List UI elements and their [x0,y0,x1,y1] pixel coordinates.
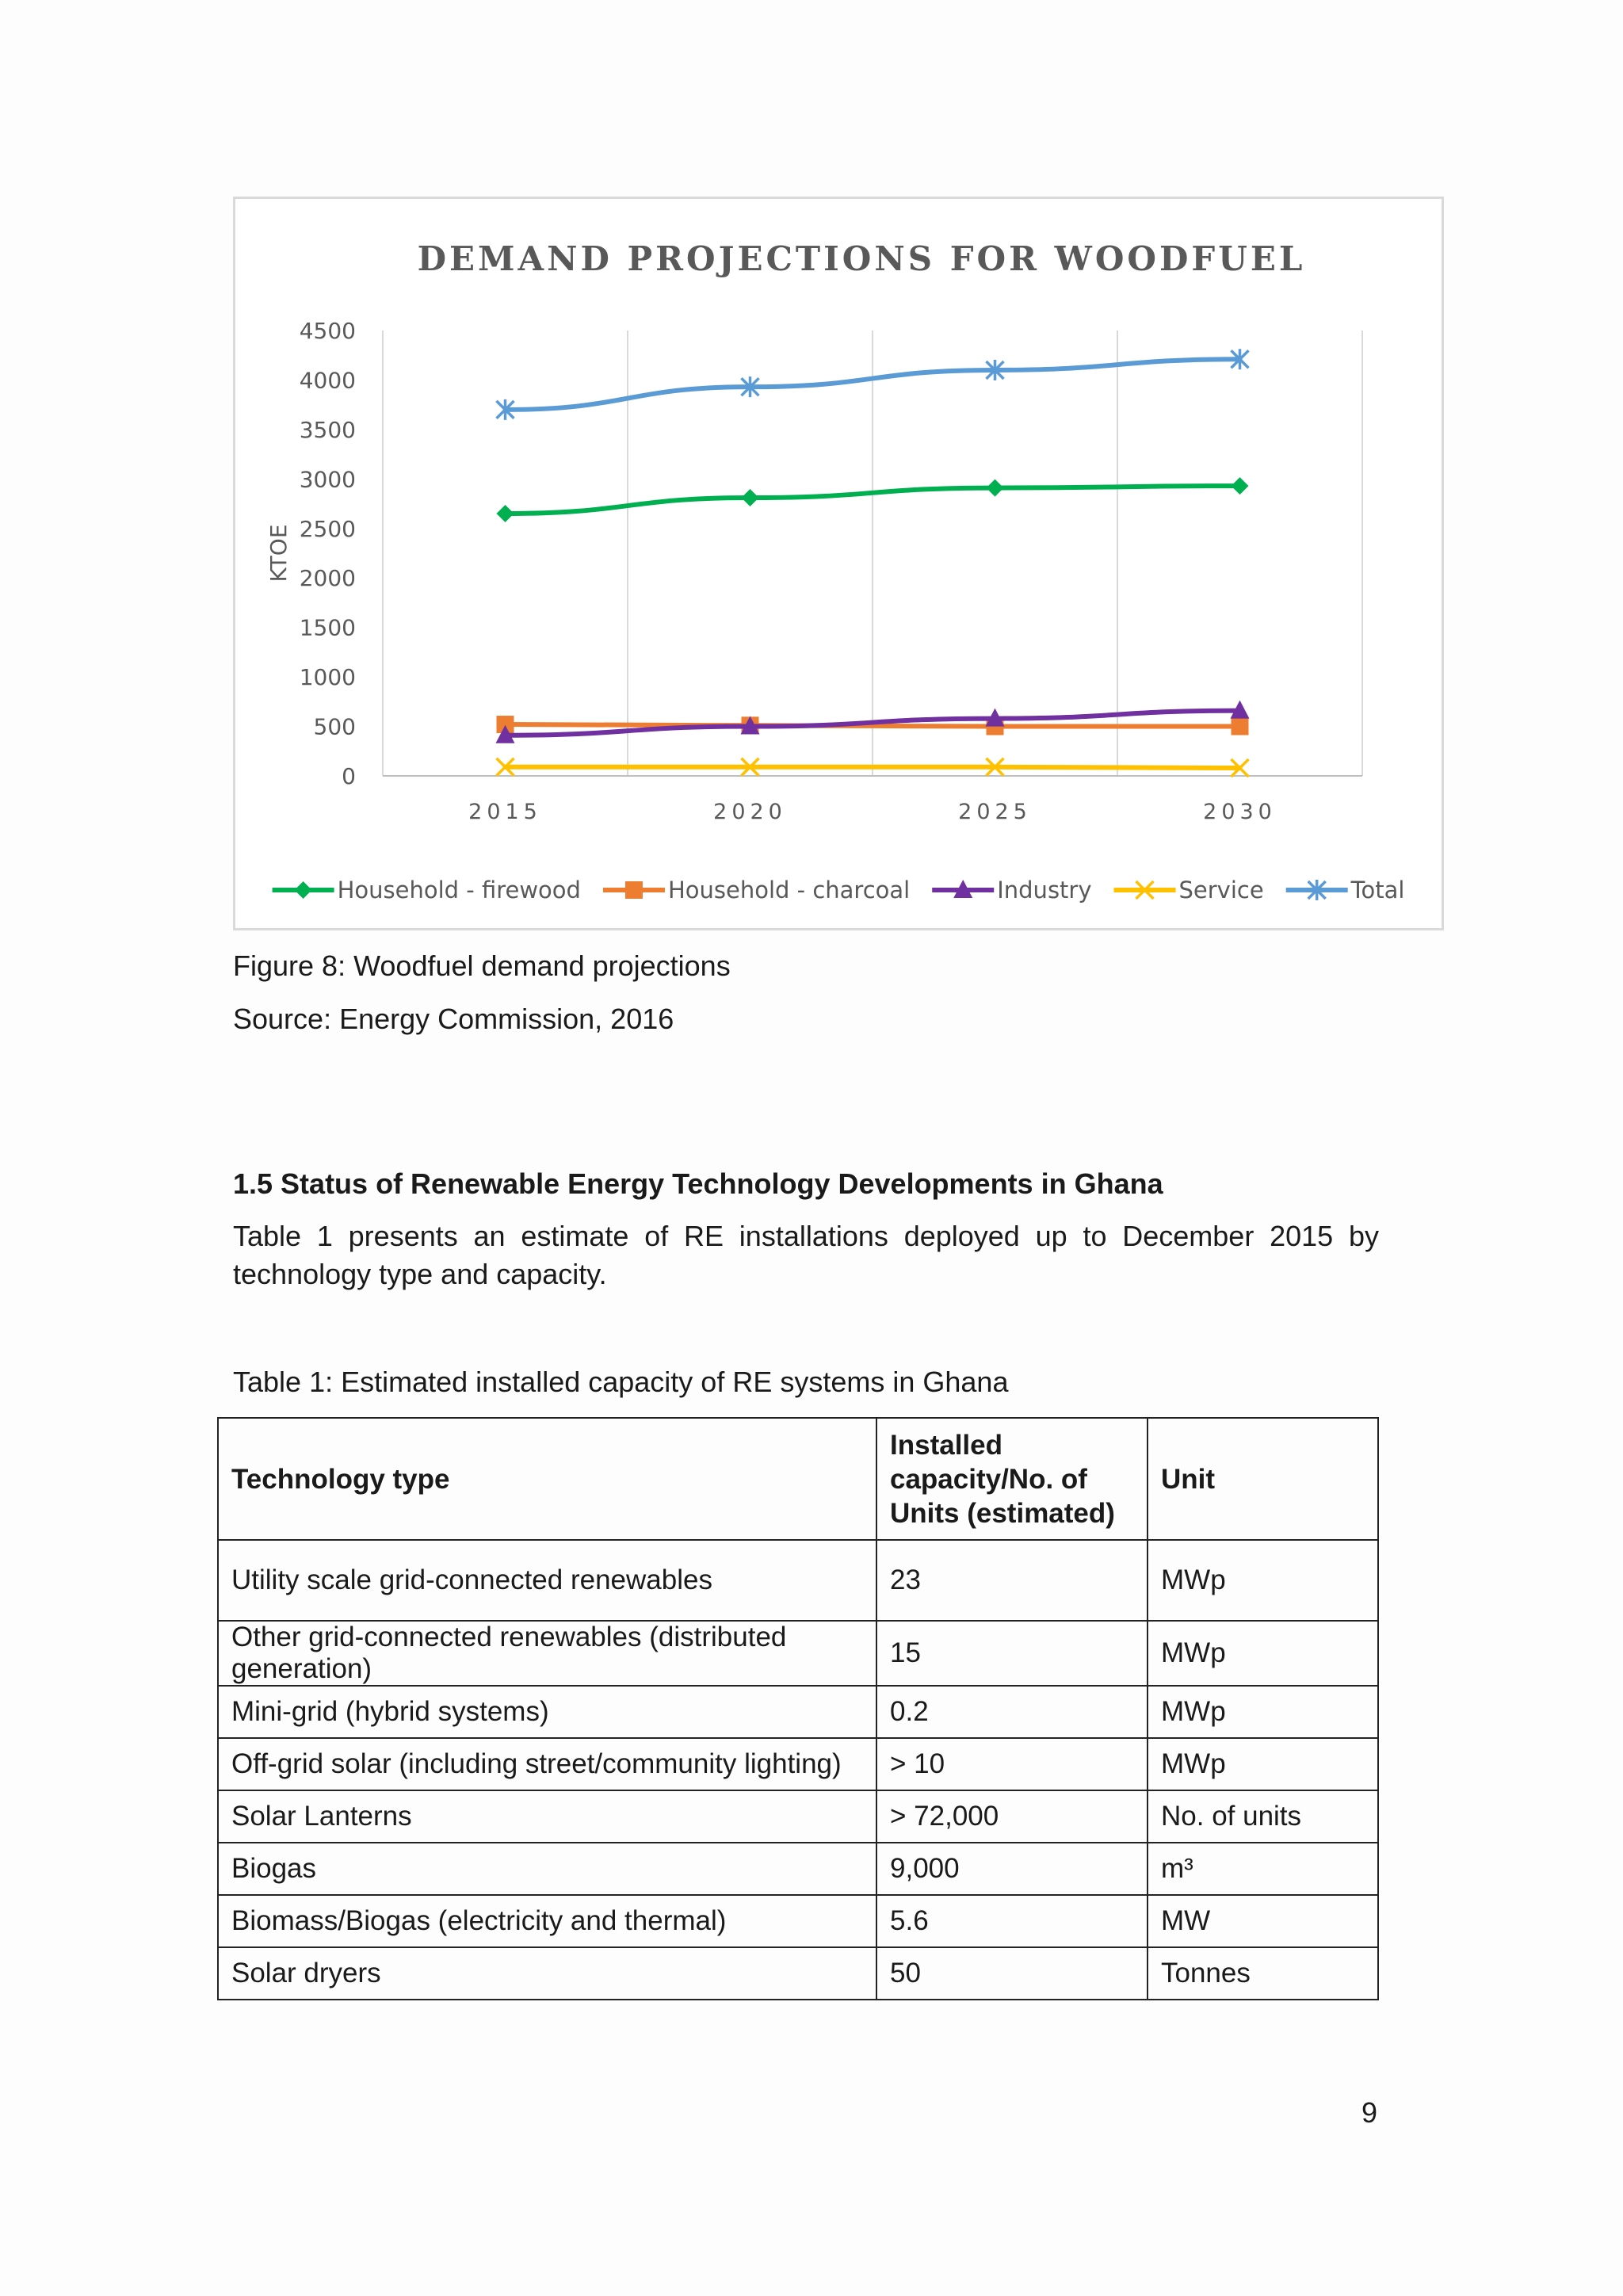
cell-technology: Biomass/Biogas (electricity and thermal) [218,1895,876,1947]
header-installed-capacity: Installed capacity/No. of Units (estimated) [876,1418,1148,1540]
woodfuel-chart [233,197,1444,930]
cell-unit: No. of units [1148,1790,1378,1843]
legend-marker-household-charcoal [625,881,643,899]
x-tick-label: 2020 [713,800,787,824]
table-row [218,1738,1378,1790]
data-point-household-firewood [987,479,1004,497]
legend-label-industry: Industry [997,877,1092,904]
y-tick-label: 0 [342,763,356,789]
x-tick-label: 2015 [468,800,542,824]
figure-caption: Figure 8: Woodfuel demand projections [233,949,731,982]
x-tick-label: 2025 [958,800,1032,824]
cell-capacity: 50 [876,1947,1148,2000]
table-row [218,1686,1378,1738]
data-point-household-charcoal [1232,718,1249,735]
cell-unit: MWp [1148,1540,1378,1621]
cell-technology: Off-grid solar (including street/community lighting) [218,1738,876,1790]
x-tick-label: 2030 [1203,800,1277,824]
cell-unit: MWp [1148,1621,1378,1686]
chart-title: DEMAND PROJECTIONS FOR WOODFUEL [417,239,1306,278]
cell-unit: MW [1148,1895,1378,1947]
y-tick-label: 4500 [299,318,356,344]
legend-label-service: Service [1178,877,1264,904]
data-point-household-firewood [1232,477,1249,495]
y-tick-label: 2500 [299,515,356,542]
y-tick-label: 4000 [299,367,356,394]
legend-marker-household-firewood [295,881,312,899]
table-row [218,1895,1378,1947]
header-technology-type: Technology type [218,1418,876,1540]
cell-technology: Other grid-connected renewables (distributed generation) [218,1621,876,1686]
table-row [218,1790,1378,1843]
cell-unit: m³ [1148,1843,1378,1895]
cell-capacity: 9,000 [876,1843,1148,1895]
table-row [218,1947,1378,2000]
section-heading: 1.5 Status of Renewable Energy Technology Developments in Ghana [233,1167,1163,1200]
data-point-household-firewood [497,505,514,522]
legend-label-total: Total [1350,877,1405,904]
cell-technology: Biogas [218,1843,876,1895]
series-line-service [506,767,1240,768]
y-tick-label: 3000 [299,466,356,493]
y-axis-label: KTOE [265,524,292,583]
table-header-row [218,1418,1378,1540]
cell-capacity: 5.6 [876,1895,1148,1947]
re-capacity-table [217,1417,1379,2000]
cell-capacity: 0.2 [876,1686,1148,1738]
cell-capacity: > 10 [876,1738,1148,1790]
cell-capacity: 15 [876,1621,1148,1686]
chart-canvas [235,199,1442,928]
y-tick-label: 1500 [299,614,356,641]
page-number: 9 [1361,2096,1378,2129]
cell-capacity: 23 [876,1540,1148,1621]
table-row [218,1621,1378,1686]
legend-label-household-firewood: Household - firewood [337,877,581,904]
data-point-household-firewood [742,489,759,506]
section-paragraph: Table 1 presents an estimate of RE installations deployed up to December 2015 by technology type and capacity. [233,1220,1379,1290]
legend-label-household-charcoal: Household - charcoal [667,877,911,904]
cell-technology: Mini-grid (hybrid systems) [218,1686,876,1738]
header-unit: Unit [1148,1418,1378,1540]
y-tick-label: 3500 [299,416,356,443]
figure-source: Source: Energy Commission, 2016 [233,1003,674,1035]
y-tick-label: 1000 [299,664,356,691]
y-tick-label: 2000 [299,565,356,592]
y-tick-label: 500 [313,713,356,740]
cell-unit: MWp [1148,1738,1378,1790]
table-row [218,1843,1378,1895]
cell-unit: Tonnes [1148,1947,1378,2000]
table-caption: Table 1: Estimated installed capacity of RE systems in Ghana [233,1366,1009,1398]
cell-capacity: > 72,000 [876,1790,1148,1843]
cell-unit: MWp [1148,1686,1378,1738]
cell-technology: Solar Lanterns [218,1790,876,1843]
table-row [218,1540,1378,1621]
cell-technology: Utility scale grid-connected renewables [218,1540,876,1621]
cell-technology: Solar dryers [218,1947,876,2000]
